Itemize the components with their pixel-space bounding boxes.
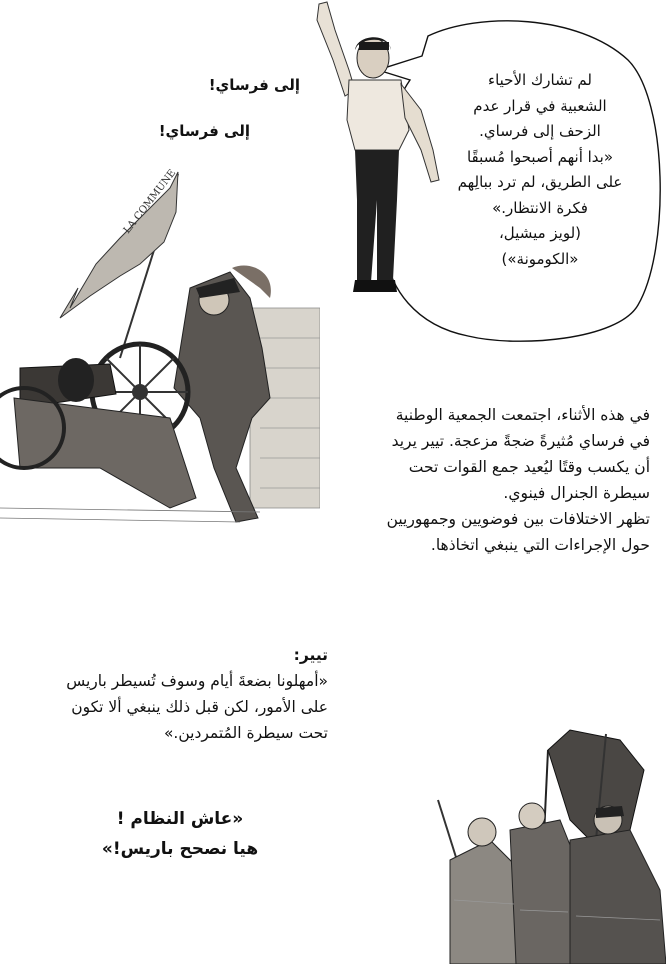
quote-line: على الأمور، لكن قبل ذلك ينبغي ألا تكون: [71, 698, 328, 716]
narrative-line: في هذه الأثناء، اجتمعت الجمعية الوطنية: [395, 406, 650, 424]
quote-line: تحت سيطرة المُتمردين.»: [163, 724, 328, 742]
cannon-scene-illustration: [0, 168, 320, 528]
quote-line: «أمهلونا بضعةَ أيام وسوف تُسيطر باريس: [66, 672, 328, 690]
bubble-line: (لويز ميشيل،: [498, 224, 582, 242]
bubble-line: لم تشارك الأحياء: [488, 71, 592, 89]
narrative-line: تظهر الاختلافات بين فوضويين وجمهوريين: [386, 510, 650, 528]
slogan-line: «عاش النظام !: [116, 809, 244, 829]
narrative-line: سيطرة الجنرال فينوي.: [503, 484, 650, 502]
shout-to-versailles-2: إلى فرساي!: [158, 122, 250, 140]
woman-figure-illustration: [305, 0, 455, 300]
bubble-line: «بدا أنهم أصبحوا مُسبقًا: [466, 147, 614, 166]
narrative-line: أن يكسب وقتًا ليُعيد جمع القوات تحت: [408, 458, 650, 476]
crowd-soldiers-illustration: [420, 720, 666, 964]
speaker-label: تيير:: [293, 646, 328, 664]
narrative-line: حول الإجراءات التي ينبغي اتخاذها.: [430, 536, 650, 554]
speech-bubble-text: [430, 68, 650, 272]
slogan-line: هيا نصحح باريس!»: [101, 839, 259, 859]
narrative-line: في فرساي مُثيرةً ضجةً مزعجة. تيير يريد: [391, 432, 650, 450]
bubble-line: على الطريق، لم ترد ببالِهم: [457, 173, 623, 191]
bubble-line: الشعبية في قرار عدم: [473, 96, 607, 115]
bubble-line: الزحف إلى فرساي.: [479, 122, 601, 140]
bubble-line: فكرة الانتظار.»: [492, 198, 588, 217]
bubble-line: «الكومونة»): [501, 249, 579, 268]
thiers-quote: [20, 642, 328, 746]
slogan: [80, 804, 280, 864]
flag-label: LA COMMUNE: [121, 168, 179, 236]
narrative-paragraph: [330, 402, 650, 558]
shout-to-versailles-1: إلى فرساي!: [208, 76, 300, 94]
